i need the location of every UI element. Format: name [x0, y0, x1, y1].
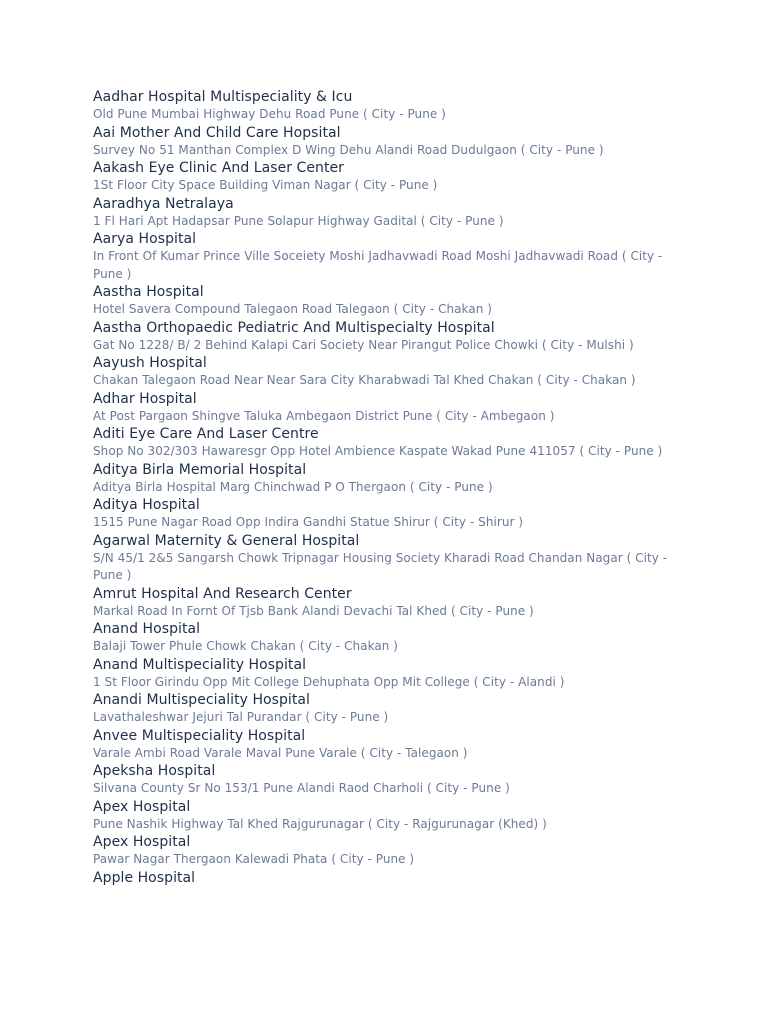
- hospital-list: [93, 88, 678, 887]
- hospital-name: Adhar Hospital: [93, 390, 197, 407]
- hospital-address: Hotel Savera Compound Talegaon Road Talegaon ( City - Chakan ): [93, 302, 492, 316]
- hospital-name: Aditi Eye Care And Laser Centre: [93, 426, 319, 442]
- hospital-address: Balaji Tower Phule Chowk Chakan ( City - Chakan ): [93, 639, 399, 653]
- hospital-name: Anand Hospital: [93, 621, 201, 637]
- list-item: [93, 124, 678, 160]
- hospital-address: Aditya Birla Hospital Marg Chinchwad P O Thergaon ( City - Pune ): [93, 479, 493, 494]
- hospital-address: 1 St Floor Girindu Opp Mit College Dehuphata Opp Mit College ( City - Alandi ): [93, 674, 565, 689]
- hospital-address: Chakan Talegaon Road Near Near Sara City Kharabwadi Tal Khed Chakan ( City - Chakan ): [93, 373, 636, 387]
- hospital-address: Gat No 1228/ B/ 2 Behind Kalapi Cari Society Near Pirangut Police Chowki ( City - Mulshi ): [93, 337, 634, 352]
- hospital-address: Pawar Nagar Thergaon Kalewadi Phata ( City - Pune ): [93, 852, 415, 866]
- list-item: [93, 691, 678, 727]
- hospital-name: Anvee Multispeciality Hospital: [93, 727, 306, 744]
- list-item: [93, 798, 678, 834]
- list-item: [93, 283, 678, 319]
- hospital-address: Survey No 51 Manthan Complex D Wing Dehu Alandi Road Dudulgaon ( City - Pune ): [93, 142, 604, 157]
- hospital-address: 1St Floor City Space Building Viman Nagar ( City - Pune ): [93, 178, 438, 192]
- hospital-name: Aditya Hospital: [93, 497, 200, 513]
- hospital-address: Markal Road In Fornt Of Tjsb Bank Alandi Devachi Tal Khed ( City - Pune ): [93, 603, 534, 618]
- list-item: [93, 656, 678, 692]
- hospital-address: Silvana County Sr No 153/1 Pune Alandi Raod Charholi ( City - Pune ): [93, 781, 510, 795]
- list-item: [93, 88, 678, 124]
- hospital-name: Aakash Eye Clinic And Laser Center: [93, 160, 344, 176]
- list-item: [93, 762, 678, 798]
- hospital-address: At Post Pargaon Shingve Taluka Ambegaon District Pune ( City - Ambegaon ): [93, 408, 555, 423]
- hospital-address: Shop No 302/303 Hawaresgr Opp Hotel Ambience Kaspate Wakad Pune 411057 ( City - Pune ): [93, 444, 663, 458]
- hospital-name: Anandi Multispeciality Hospital: [93, 692, 310, 708]
- hospital-name: Anand Multispeciality Hospital: [93, 656, 307, 673]
- hospital-name: Aaradhya Netralaya: [93, 195, 234, 212]
- hospital-address: S/N 45/1 2&5 Sangarsh Chowk Tripnagar Housing Society Kharadi Road Chandan Nagar ( City - Pune ): [93, 550, 668, 582]
- list-item: [93, 390, 678, 426]
- hospital-name: Apex Hospital: [93, 834, 191, 850]
- hospital-address: 1515 Pune Nagar Road Opp Indira Gandhi Statue Shirur ( City - Shirur ): [93, 515, 524, 529]
- list-item: [93, 354, 678, 390]
- hospital-name: Aayush Hospital: [93, 355, 207, 371]
- list-item: [93, 585, 678, 621]
- hospital-address: 1 Fl Hari Apt Hadapsar Pune Solapur Highway Gadital ( City - Pune ): [93, 213, 504, 228]
- hospital-name: Aadhar Hospital Multispeciality & Icu: [93, 89, 353, 105]
- hospital-name: Aarya Hospital: [93, 231, 197, 247]
- hospital-name: Amrut Hospital And Research Center: [93, 585, 352, 602]
- hospital-address: Varale Ambi Road Varale Maval Pune Varale ( City - Talegaon ): [93, 745, 468, 760]
- list-item: [93, 319, 678, 355]
- list-item: [93, 532, 678, 585]
- list-item: [93, 620, 678, 656]
- list-item: [93, 727, 678, 763]
- hospital-name: Apex Hospital: [93, 798, 191, 815]
- hospital-name: Aastha Hospital: [93, 284, 204, 300]
- hospital-name: Aditya Birla Memorial Hospital: [93, 461, 307, 478]
- hospital-address: Pune Nashik Highway Tal Khed Rajgurunagar ( City - Rajgurunagar (Khed) ): [93, 816, 547, 831]
- hospital-name: Aai Mother And Child Care Hopsital: [93, 124, 341, 141]
- hospital-address: Lavathaleshwar Jejuri Tal Purandar ( City - Pune ): [93, 710, 389, 724]
- list-item: [93, 496, 678, 532]
- list-item: [93, 869, 678, 887]
- hospital-address: Old Pune Mumbai Highway Dehu Road Pune ( City - Pune ): [93, 107, 446, 121]
- list-item: [93, 159, 678, 195]
- list-item: [93, 425, 678, 461]
- list-item: [93, 195, 678, 231]
- hospital-name: Agarwal Maternity & General Hospital: [93, 532, 360, 549]
- hospital-name: Apeksha Hospital: [93, 763, 216, 779]
- hospital-name: Aastha Orthopaedic Pediatric And Multispecialty Hospital: [93, 319, 495, 336]
- hospital-address: In Front Of Kumar Prince Ville Soceiety Moshi Jadhavwadi Road Moshi Jadhavwadi Road ( City - Pune ): [93, 249, 663, 281]
- list-item: [93, 833, 678, 869]
- list-item: [93, 230, 678, 283]
- list-item: [93, 461, 678, 497]
- hospital-name: Apple Hospital: [93, 869, 196, 886]
